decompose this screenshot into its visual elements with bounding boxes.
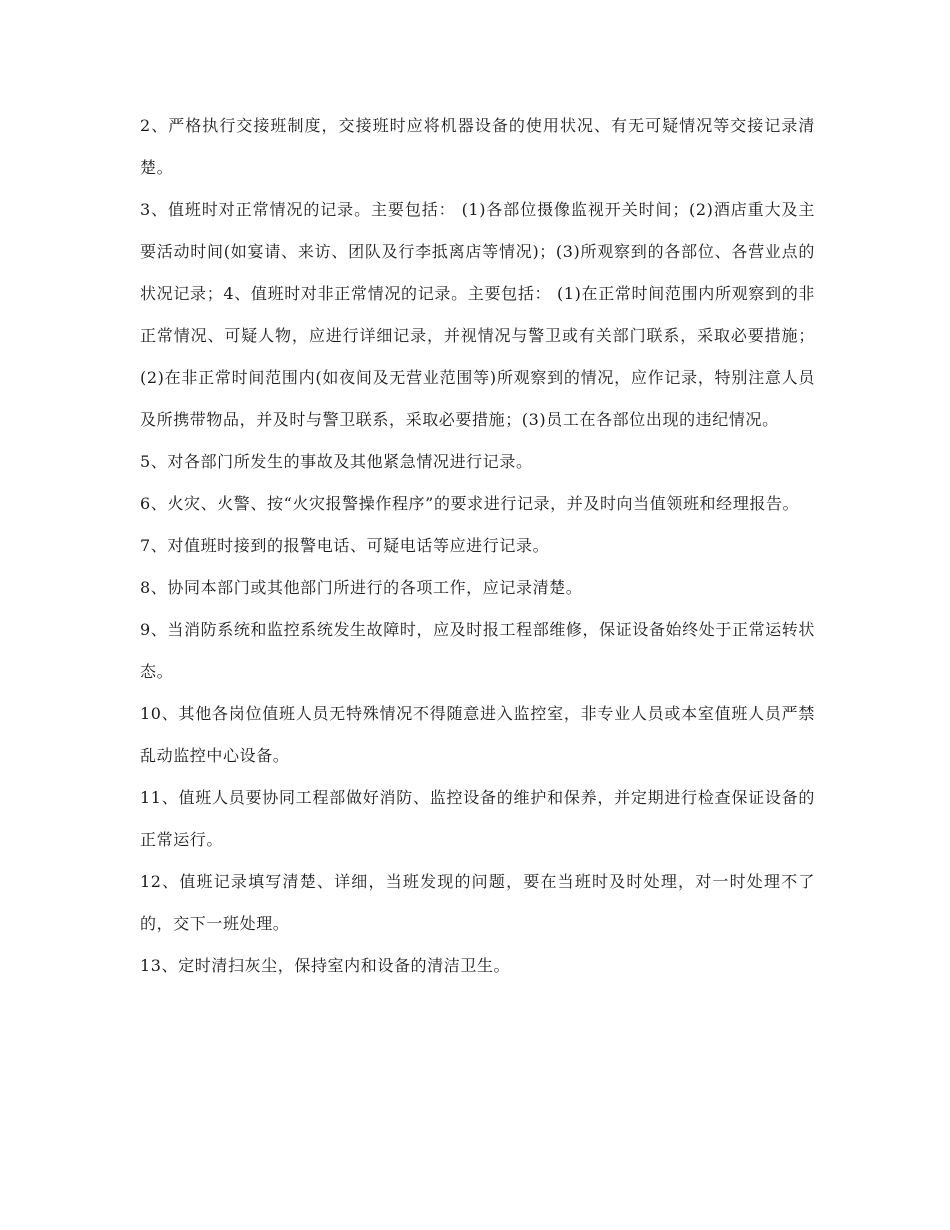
paragraph-item-13: 13、定时清扫灰尘，保持室内和设备的清洁卫生。	[140, 956, 511, 975]
paragraph-item-3-4: 3、值班时对正常情况的记录。主要包括： (1)各部位摄像监视开关时间；(2)酒店重大及主要活动时间(如宴请、来访、团队及行李抵离店等情况)；(3)所观察到的各部位、各营业点的状况记录；4、值班时对非正常情况的记录。主要包括： (1)在正常时间范围内所观察到的非正常情况、可疑人物，应进行详细记录，并视情况与警卫或有关部门联系，采取必要措施；(2)在非正常时间范围内(如夜间及无营业范围等)所观察到的情况，应作记录，特别注意人员及所携带物品，并及时与警卫联系，采取必要措施；(3)员工在各部位出现的违纪情况。	[140, 200, 815, 429]
document-body	[140, 105, 815, 987]
paragraph-item-12: 12、值班记录填写清楚、详细，当班发现的问题，要在当班时及时处理，对一时处理不了的，交下一班处理。	[140, 872, 815, 933]
paragraph-item-8: 8、协同本部门或其他部门所进行的各项工作，应记录清楚。	[140, 578, 583, 597]
paragraph-item-9: 9、当消防系统和监控系统发生故障时，应及时报工程部维修，保证设备始终处于正常运转状态。	[140, 620, 815, 681]
paragraph-item-2: 2、严格执行交接班制度，交接班时应将机器设备的使用状况、有无可疑情况等交接记录清楚。	[140, 116, 815, 177]
paragraph-item-6: 6、火灾、火警、按“火灾报警操作程序”的要求进行记录，并及时向当值领班和经理报告。	[140, 494, 800, 513]
paragraph-item-7: 7、对值班时接到的报警电话、可疑电话等应进行记录。	[140, 536, 550, 555]
paragraph-item-10: 10、其他各岗位值班人员无特殊情况不得随意进入监控室，非专业人员或本室值班人员严禁乱动监控中心设备。	[140, 704, 815, 765]
paragraph-item-5: 5、对各部门所发生的事故及其他紧急情况进行记录。	[140, 452, 533, 471]
paragraph-item-11: 11、值班人员要协同工程部做好消防、监控设备的维护和保养，并定期进行检查保证设备的正常运行。	[140, 788, 815, 849]
